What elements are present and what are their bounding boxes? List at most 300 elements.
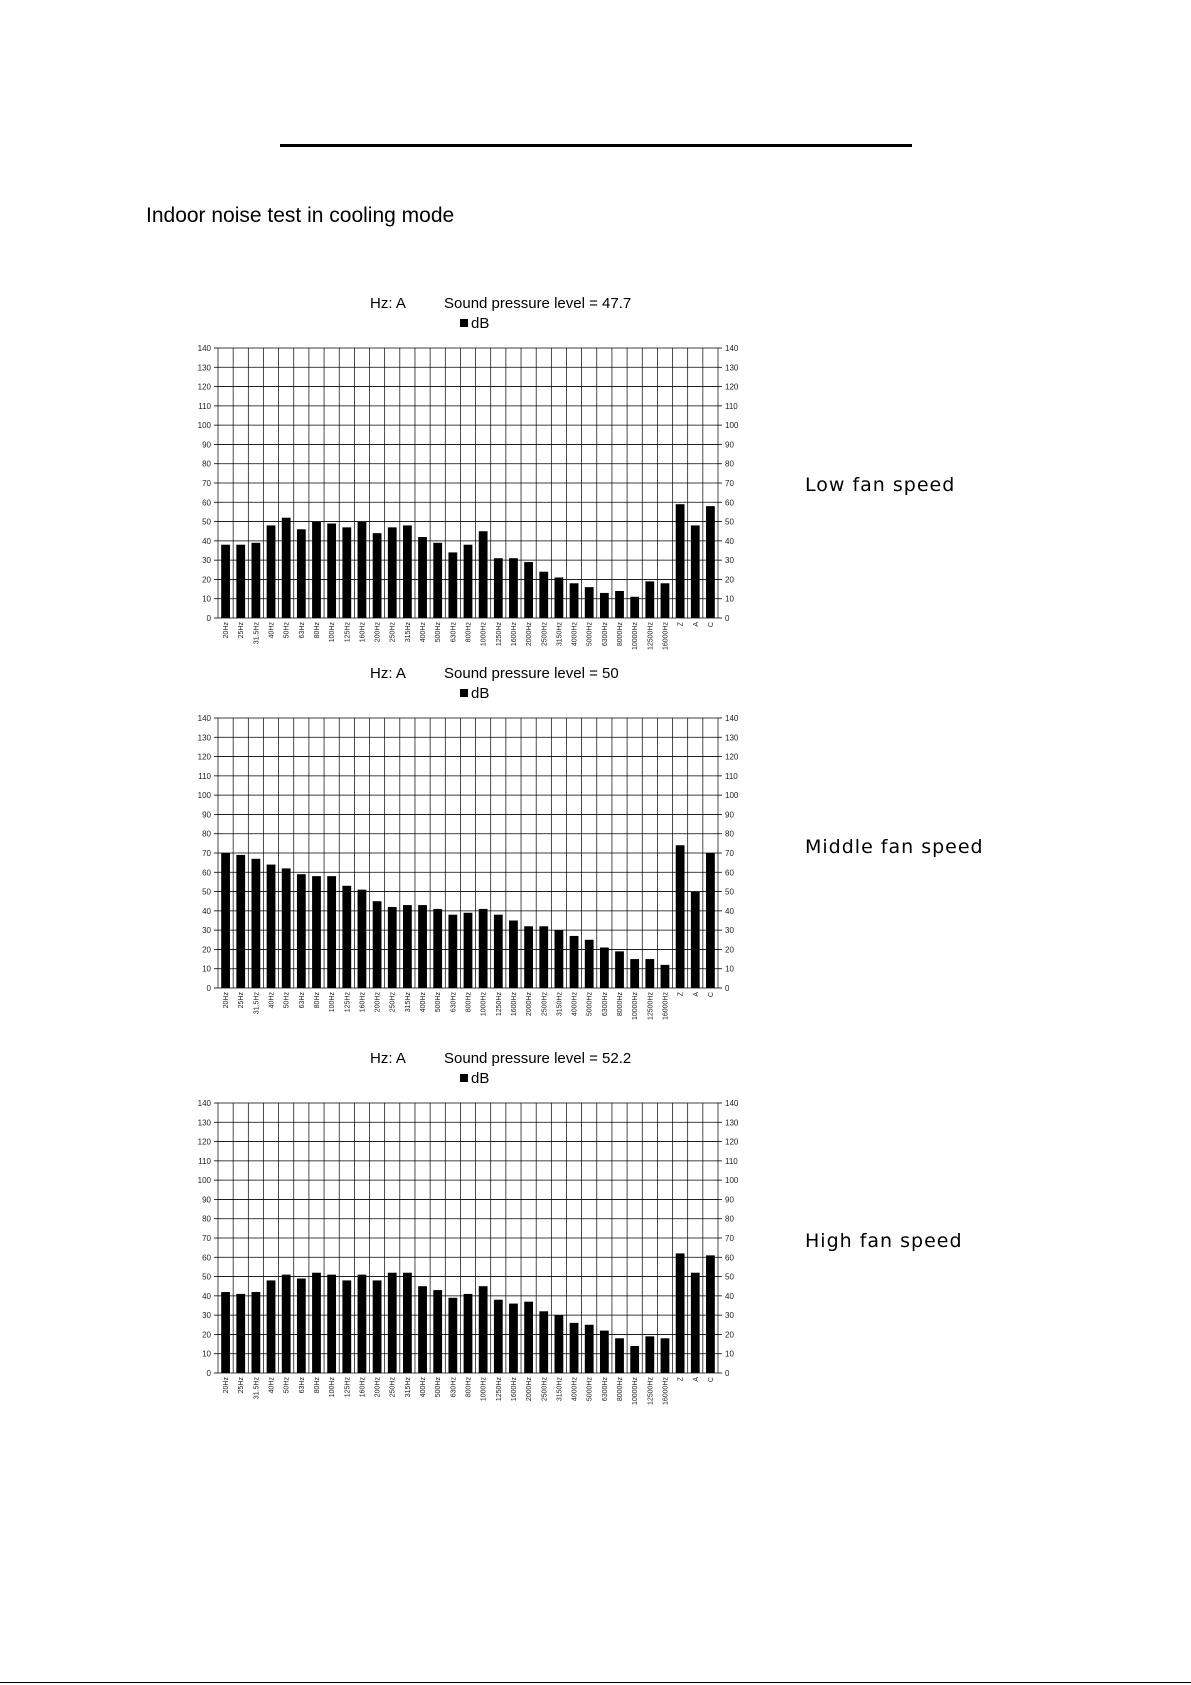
xtick-label: 500Hz [435, 622, 443, 643]
xtick-label: 500Hz [435, 992, 443, 1013]
ytick-label-left: 130 [197, 1118, 211, 1128]
bar-1600Hz [509, 921, 518, 989]
xtick-label: 200Hz [374, 1377, 382, 1398]
bar-4000Hz [570, 583, 579, 618]
bar-50Hz [282, 868, 291, 988]
ytick-label-left: 60 [202, 498, 211, 508]
bar-12500Hz [645, 959, 654, 988]
ytick-label-left: 120 [197, 752, 211, 762]
xtick-label: 50Hz [283, 992, 291, 1009]
ytick-label-left: 20 [202, 945, 211, 955]
bar-C [706, 1255, 715, 1373]
xtick-label: 400Hz [420, 1377, 428, 1398]
bar-630Hz [448, 1298, 457, 1373]
bar-6300Hz [600, 593, 609, 618]
ytick-label-right: 0 [725, 984, 730, 993]
xtick-label: 16000Hz [662, 622, 670, 651]
bar-2000Hz [524, 926, 533, 988]
xtick-label: 250Hz [389, 992, 397, 1013]
xtick-label: 8000Hz [617, 1377, 625, 1402]
ytick-label-right: 10 [725, 964, 734, 974]
bar-1000Hz [479, 531, 488, 618]
bar-160Hz [358, 522, 367, 618]
ytick-label-left: 140 [197, 714, 211, 723]
bar-20Hz [221, 853, 230, 988]
xtick-label: 250Hz [389, 622, 397, 643]
ytick-label-right: 120 [725, 1137, 739, 1147]
bar-2000Hz [524, 1302, 533, 1373]
bar-8000Hz [615, 1338, 624, 1373]
bar-500Hz [433, 909, 442, 988]
ytick-label-left: 10 [202, 594, 211, 604]
ytick-label-left: 70 [202, 1234, 211, 1243]
legend-swatch [460, 1074, 468, 1082]
xtick-label: 3150Hz [556, 1377, 564, 1402]
xtick-label: 125Hz [344, 622, 352, 643]
bar-A [691, 892, 700, 988]
bar-125Hz [342, 1280, 351, 1373]
ytick-label-left: 30 [202, 1311, 211, 1321]
bar-Z [676, 504, 685, 618]
xtick-label: 2000Hz [526, 992, 534, 1017]
xtick-label: 63Hz [298, 992, 306, 1009]
xtick-label: 400Hz [420, 622, 428, 643]
xtick-label: C [707, 1377, 715, 1383]
xtick-label: 8000Hz [617, 992, 625, 1017]
ytick-label-right: 130 [725, 363, 739, 373]
xtick-label: 20Hz [223, 992, 231, 1009]
bar-C [706, 853, 715, 988]
ytick-label-left: 30 [202, 556, 211, 566]
bar-2500Hz [539, 572, 548, 618]
chart-title-prefix: Hz: A [370, 665, 406, 682]
xtick-label: 6300Hz [601, 1377, 609, 1402]
xtick-label: 100Hz [329, 1377, 337, 1398]
xtick-label: 1250Hz [495, 992, 503, 1017]
xtick-label: 20Hz [223, 622, 231, 639]
bar-25Hz [236, 1294, 245, 1373]
xtick-label: 3150Hz [556, 622, 564, 647]
ytick-label-left: 90 [202, 440, 211, 450]
xtick-label: 5000Hz [586, 1377, 594, 1402]
legend-label: dB [471, 685, 490, 702]
xtick-label: 16000Hz [662, 1377, 670, 1406]
ytick-label-left: 80 [202, 459, 211, 469]
xtick-label: 50Hz [283, 622, 291, 639]
bar-8000Hz [615, 951, 624, 988]
ytick-label-right: 40 [725, 1291, 734, 1301]
xtick-label: 6300Hz [601, 992, 609, 1017]
bar-125Hz [342, 527, 351, 618]
xtick-label: 25Hz [238, 1377, 246, 1394]
bar-16000Hz [661, 583, 670, 618]
bar-160Hz [358, 890, 367, 988]
bar-40Hz [267, 1280, 276, 1373]
ytick-label-right: 110 [725, 1156, 738, 1166]
ytick-label-right: 20 [725, 945, 734, 955]
bar-50Hz [282, 1275, 291, 1373]
xtick-label: 10000Hz [632, 992, 640, 1021]
ytick-label-right: 30 [725, 556, 734, 566]
xtick-label: C [707, 992, 715, 998]
bar-200Hz [373, 533, 382, 618]
bar-630Hz [448, 552, 457, 618]
xtick-label: 2000Hz [526, 1377, 534, 1402]
xtick-label: 2500Hz [541, 1377, 549, 1402]
ytick-label-right: 70 [725, 1234, 734, 1243]
ytick-label-left: 40 [202, 906, 211, 916]
bar-3150Hz [555, 578, 564, 619]
chart-title-prefix: Hz: A [370, 295, 406, 312]
bar-40Hz [267, 865, 276, 988]
bar-40Hz [267, 525, 276, 618]
bar-1000Hz [479, 909, 488, 988]
middle-fan-speed-label: Middle fan speed [805, 836, 984, 858]
bar-800Hz [464, 913, 473, 988]
chart-title: Sound pressure level = 47.7 [444, 295, 632, 312]
ytick-label-left: 20 [202, 1330, 211, 1340]
ytick-label-left: 0 [206, 984, 211, 993]
bar-5000Hz [585, 1325, 594, 1373]
legend-swatch [460, 319, 468, 327]
bar-63Hz [297, 529, 306, 618]
xtick-label: 2000Hz [526, 622, 534, 647]
bar-63Hz [297, 1279, 306, 1374]
xtick-label: Z [677, 992, 685, 997]
xtick-label: 40Hz [268, 992, 276, 1009]
ytick-label-left: 60 [202, 868, 211, 878]
ytick-label-left: 0 [206, 1369, 211, 1378]
bar-31.5Hz [251, 543, 260, 618]
chart-title: Sound pressure level = 50 [444, 665, 619, 682]
bar-400Hz [418, 1286, 427, 1373]
ytick-label-right: 60 [725, 1253, 734, 1263]
ytick-label-right: 50 [725, 1272, 734, 1282]
xtick-label: 1600Hz [510, 1377, 518, 1402]
bar-A [691, 525, 700, 618]
xtick-label: 100Hz [329, 622, 337, 643]
xtick-label: 200Hz [374, 992, 382, 1013]
ytick-label-right: 50 [725, 887, 734, 897]
bar-3150Hz [555, 930, 564, 988]
bar-80Hz [312, 522, 321, 618]
xtick-label: 315Hz [404, 622, 412, 643]
bar-315Hz [403, 525, 412, 618]
xtick-label: A [692, 1377, 700, 1382]
bar-10000Hz [630, 959, 639, 988]
bar-31.5Hz [251, 1292, 260, 1373]
ytick-label-left: 100 [197, 1176, 211, 1186]
bar-4000Hz [570, 936, 579, 988]
ytick-label-left: 140 [197, 344, 211, 353]
bar-20Hz [221, 545, 230, 618]
xtick-label: 10000Hz [632, 622, 640, 651]
xtick-label: 2500Hz [541, 992, 549, 1017]
ytick-label-right: 110 [725, 771, 738, 781]
ytick-label-right: 40 [725, 906, 734, 916]
ytick-label-right: 140 [725, 1099, 739, 1108]
ytick-label-left: 90 [202, 810, 211, 820]
bottom-divider-line [0, 1682, 1191, 1683]
ytick-label-right: 10 [725, 1349, 734, 1359]
xtick-label: 800Hz [465, 992, 473, 1013]
xtick-label: 125Hz [344, 1377, 352, 1398]
xtick-label: 40Hz [268, 1377, 276, 1394]
xtick-label: 12500Hz [647, 622, 655, 651]
xtick-label: 630Hz [450, 622, 458, 643]
bar-80Hz [312, 1273, 321, 1373]
ytick-label-right: 20 [725, 575, 734, 585]
ytick-label-right: 20 [725, 1330, 734, 1340]
ytick-label-right: 80 [725, 459, 734, 469]
ytick-label-right: 140 [725, 344, 739, 353]
xtick-label: 1600Hz [510, 622, 518, 647]
legend-label: dB [471, 1070, 490, 1087]
xtick-label: 1250Hz [495, 1377, 503, 1402]
bar-2500Hz [539, 926, 548, 988]
ytick-label-right: 30 [725, 926, 734, 936]
ytick-label-left: 10 [202, 1349, 211, 1359]
ytick-label-left: 120 [197, 382, 211, 392]
ytick-label-left: 40 [202, 536, 211, 546]
ytick-label-right: 90 [725, 1195, 734, 1205]
xtick-label: 5000Hz [586, 992, 594, 1017]
ytick-label-left: 110 [198, 771, 211, 781]
ytick-label-right: 120 [725, 752, 739, 762]
ytick-label-left: 100 [197, 421, 211, 431]
ytick-label-right: 70 [725, 479, 734, 488]
ytick-label-left: 100 [197, 791, 211, 801]
xtick-label: 1000Hz [480, 622, 488, 647]
xtick-label: 50Hz [283, 1377, 291, 1394]
xtick-label: 1000Hz [480, 992, 488, 1017]
xtick-label: 630Hz [450, 1377, 458, 1398]
ytick-label-left: 60 [202, 1253, 211, 1263]
ytick-label-left: 110 [198, 1156, 211, 1166]
ytick-label-right: 100 [725, 421, 739, 431]
xtick-label: 2500Hz [541, 622, 549, 647]
bar-125Hz [342, 886, 351, 988]
bar-100Hz [327, 876, 336, 988]
xtick-label: 12500Hz [647, 992, 655, 1021]
bar-250Hz [388, 1273, 397, 1373]
legend-label: dB [471, 315, 490, 332]
ytick-label-left: 40 [202, 1291, 211, 1301]
xtick-label: 400Hz [420, 992, 428, 1013]
xtick-label: 1250Hz [495, 622, 503, 647]
legend-swatch [460, 689, 468, 697]
bar-80Hz [312, 876, 321, 988]
bar-8000Hz [615, 591, 624, 618]
bar-16000Hz [661, 965, 670, 988]
ytick-label-right: 90 [725, 440, 734, 450]
ytick-label-right: 120 [725, 382, 739, 392]
ytick-label-left: 80 [202, 1214, 211, 1224]
bar-6300Hz [600, 1331, 609, 1373]
ytick-label-right: 130 [725, 1118, 739, 1128]
xtick-label: 250Hz [389, 1377, 397, 1398]
bar-Z [676, 845, 685, 988]
ytick-label-left: 50 [202, 887, 211, 897]
xtick-label: 4000Hz [571, 622, 579, 647]
xtick-label: 25Hz [238, 992, 246, 1009]
xtick-label: 100Hz [329, 992, 337, 1013]
xtick-label: 200Hz [374, 622, 382, 643]
bar-1600Hz [509, 1304, 518, 1373]
xtick-label: 160Hz [359, 622, 367, 643]
bar-25Hz [236, 545, 245, 618]
ytick-label-left: 90 [202, 1195, 211, 1205]
bar-1250Hz [494, 558, 503, 618]
xtick-label: A [692, 622, 700, 627]
ytick-label-right: 80 [725, 1214, 734, 1224]
ytick-label-left: 20 [202, 575, 211, 585]
ytick-label-right: 60 [725, 868, 734, 878]
bar-250Hz [388, 527, 397, 618]
bar-C [706, 506, 715, 618]
ytick-label-left: 110 [198, 401, 211, 411]
xtick-label: C [707, 622, 715, 628]
bar-50Hz [282, 518, 291, 618]
bar-200Hz [373, 901, 382, 988]
xtick-label: 63Hz [298, 1377, 306, 1394]
bar-800Hz [464, 1294, 473, 1373]
bar-400Hz [418, 537, 427, 618]
ytick-label-right: 30 [725, 1311, 734, 1321]
ytick-label-right: 50 [725, 517, 734, 527]
xtick-label: 63Hz [298, 622, 306, 639]
bar-4000Hz [570, 1323, 579, 1373]
ytick-label-right: 0 [725, 1369, 730, 1378]
bar-2000Hz [524, 562, 533, 618]
xtick-label: 6300Hz [601, 622, 609, 647]
bar-16000Hz [661, 1338, 670, 1373]
xtick-label: 80Hz [313, 1377, 321, 1394]
xtick-label: 31.5Hz [253, 1377, 261, 1400]
ytick-label-left: 50 [202, 1272, 211, 1282]
bar-25Hz [236, 855, 245, 988]
bar-20Hz [221, 1292, 230, 1373]
ytick-label-right: 140 [725, 714, 739, 723]
ytick-label-right: 70 [725, 849, 734, 858]
bar-5000Hz [585, 940, 594, 988]
xtick-label: 8000Hz [617, 622, 625, 647]
bar-250Hz [388, 907, 397, 988]
xtick-label: 3150Hz [556, 992, 564, 1017]
xtick-label: 31.5Hz [253, 622, 261, 645]
ytick-label-right: 60 [725, 498, 734, 508]
bar-800Hz [464, 545, 473, 618]
bar-200Hz [373, 1280, 382, 1373]
xtick-label: 1600Hz [510, 992, 518, 1017]
ytick-label-left: 130 [197, 363, 211, 373]
ytick-label-left: 30 [202, 926, 211, 936]
bar-500Hz [433, 1290, 442, 1373]
bar-630Hz [448, 915, 457, 988]
bar-2500Hz [539, 1311, 548, 1373]
ytick-label-right: 10 [725, 594, 734, 604]
xtick-label: 4000Hz [571, 992, 579, 1017]
ytick-label-left: 120 [197, 1137, 211, 1147]
ytick-label-left: 130 [197, 733, 211, 743]
bar-500Hz [433, 543, 442, 618]
xtick-label: 40Hz [268, 622, 276, 639]
xtick-label: 315Hz [404, 1377, 412, 1398]
xtick-label: 800Hz [465, 622, 473, 643]
bar-315Hz [403, 1273, 412, 1373]
ytick-label-right: 80 [725, 829, 734, 839]
xtick-label: 315Hz [404, 992, 412, 1013]
bar-3150Hz [555, 1315, 564, 1373]
xtick-label: 630Hz [450, 992, 458, 1013]
bar-1600Hz [509, 558, 518, 618]
ytick-label-left: 70 [202, 849, 211, 858]
ytick-label-left: 10 [202, 964, 211, 974]
xtick-label: 1000Hz [480, 1377, 488, 1402]
chart-title: Sound pressure level = 52.2 [444, 1050, 632, 1067]
xtick-label: Z [677, 1377, 685, 1382]
bar-10000Hz [630, 1346, 639, 1373]
bar-100Hz [327, 524, 336, 619]
bar-Z [676, 1253, 685, 1373]
xtick-label: A [692, 992, 700, 997]
ytick-label-left: 0 [206, 614, 211, 623]
top-divider-line [280, 144, 912, 147]
bar-12500Hz [645, 581, 654, 618]
middle-fan-speed-chart [0, 660, 780, 1020]
ytick-label-right: 0 [725, 614, 730, 623]
bar-1250Hz [494, 915, 503, 988]
low-fan-speed-chart [0, 290, 780, 650]
ytick-label-left: 140 [197, 1099, 211, 1108]
bar-5000Hz [585, 587, 594, 618]
xtick-label: 4000Hz [571, 1377, 579, 1402]
ytick-label-left: 80 [202, 829, 211, 839]
xtick-label: 125Hz [344, 992, 352, 1013]
bar-6300Hz [600, 948, 609, 989]
ytick-label-right: 100 [725, 791, 739, 801]
ytick-label-right: 100 [725, 1176, 739, 1186]
bar-A [691, 1273, 700, 1373]
xtick-label: Z [677, 622, 685, 627]
xtick-label: 80Hz [313, 992, 321, 1009]
low-fan-speed-label: Low fan speed [805, 474, 956, 496]
bar-1000Hz [479, 1286, 488, 1373]
bar-1250Hz [494, 1300, 503, 1373]
chart-title-prefix: Hz: A [370, 1050, 406, 1067]
xtick-label: 20Hz [223, 1377, 231, 1394]
ytick-label-right: 110 [725, 401, 738, 411]
xtick-label: 10000Hz [632, 1377, 640, 1406]
ytick-label-right: 40 [725, 536, 734, 546]
bar-12500Hz [645, 1336, 654, 1373]
bar-63Hz [297, 874, 306, 988]
high-fan-speed-chart [0, 1045, 780, 1405]
bar-10000Hz [630, 597, 639, 618]
xtick-label: 160Hz [359, 992, 367, 1013]
xtick-label: 160Hz [359, 1377, 367, 1398]
xtick-label: 12500Hz [647, 1377, 655, 1406]
xtick-label: 800Hz [465, 1377, 473, 1398]
page-heading: Indoor noise test in cooling mode [146, 204, 455, 227]
high-fan-speed-label: High fan speed [805, 1230, 963, 1252]
xtick-label: 16000Hz [662, 992, 670, 1021]
bar-315Hz [403, 905, 412, 988]
bar-100Hz [327, 1275, 336, 1373]
bar-160Hz [358, 1275, 367, 1373]
ytick-label-right: 130 [725, 733, 739, 743]
ytick-label-right: 90 [725, 810, 734, 820]
